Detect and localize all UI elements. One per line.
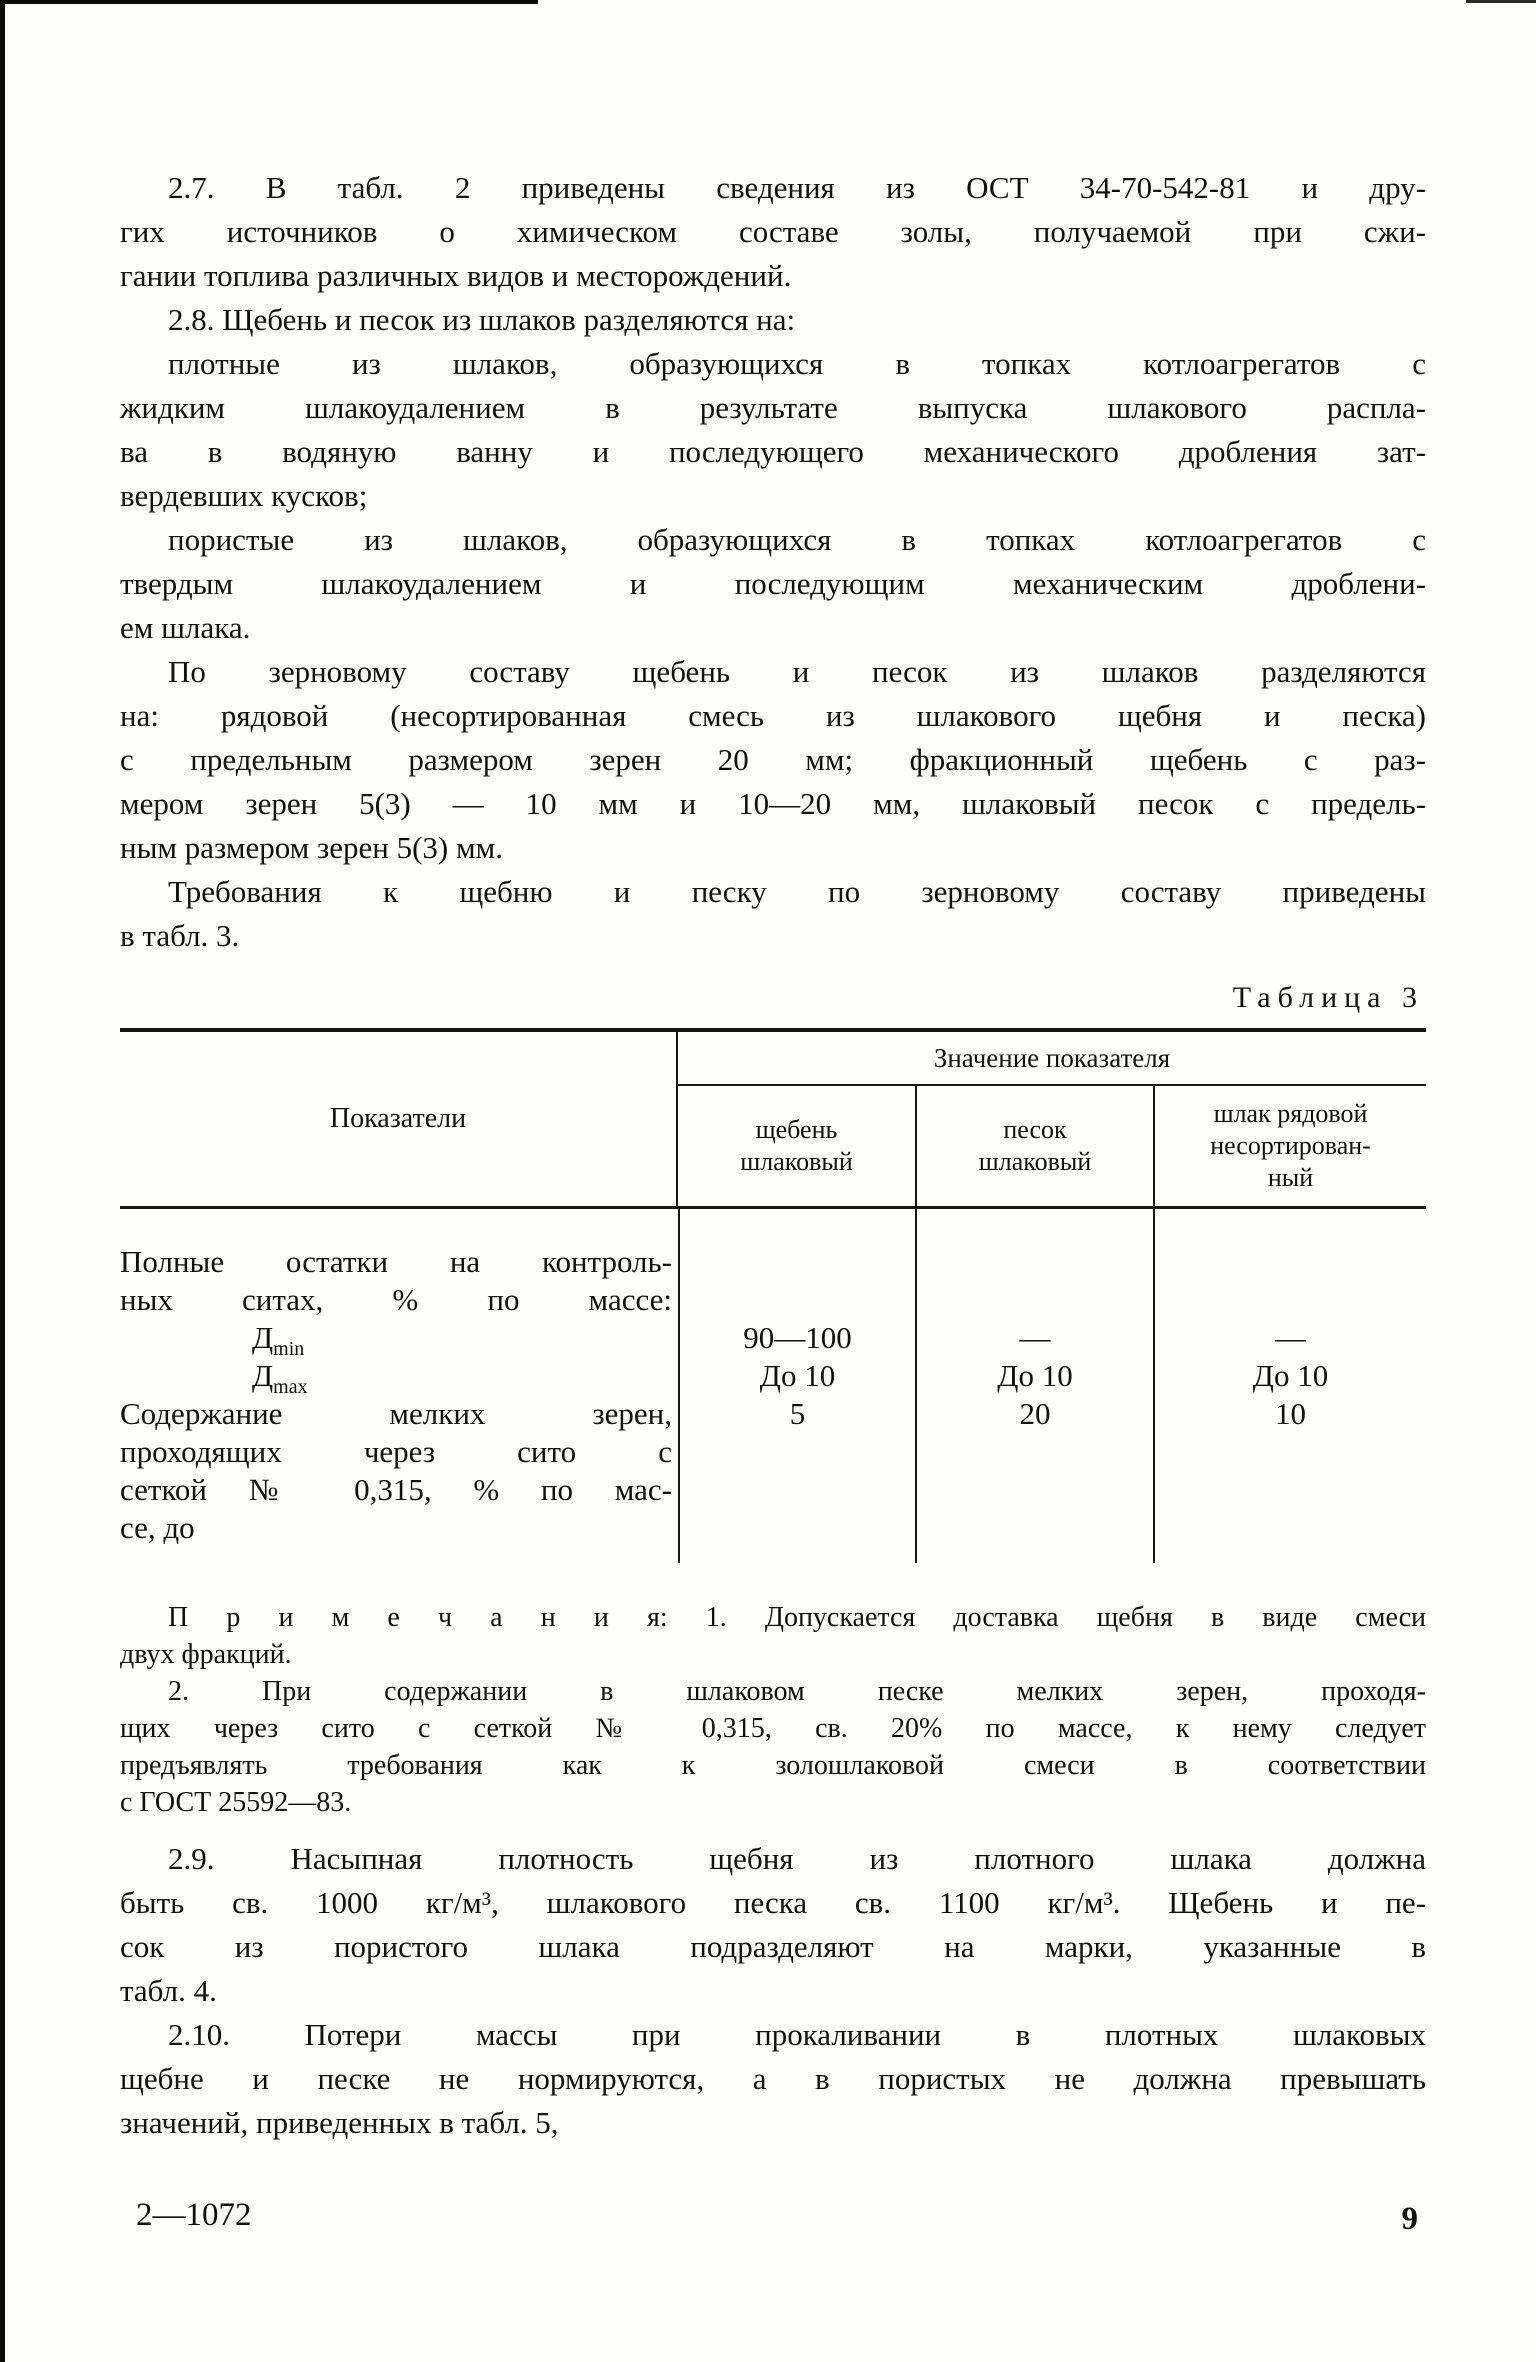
- text-line: пористые из шлаков, образующихся в топках котлоагрегатов с: [168, 522, 1426, 557]
- d-max-row: [120, 1357, 672, 1399]
- text-line: 2.8. Щебень и песок из шлаков разделяются на:: [168, 302, 796, 337]
- page-number: 9: [1401, 2201, 1418, 2237]
- text-line: табл. 4.: [120, 1973, 217, 2008]
- table-value: —: [1019, 1320, 1051, 1355]
- note-2: [120, 1673, 1426, 1821]
- text-line: значений, приведенных в табл. 5,: [120, 2105, 559, 2140]
- col-header-line: шлаковый: [978, 1147, 1092, 1176]
- text-line: предъявлять требования как к золошлаковой смеси в соответствии: [120, 1750, 1426, 1781]
- print-order-code: 2—1072: [136, 2197, 252, 2233]
- indicators-column-header: [120, 1032, 678, 1206]
- col-header-raw-slag: [1153, 1086, 1426, 1206]
- text-line: в табл. 3.: [120, 918, 240, 953]
- text-line: гих источников о химическом составе золы, получаемой при сжи-: [120, 214, 1426, 249]
- col-header-slag-sand: [915, 1086, 1153, 1206]
- value-subcolumn-headers: [678, 1086, 1426, 1206]
- text-line: быть св. 1000 кг/м³, шлакового песка св. 1100 кг/м³. Щебень и пе-: [120, 1885, 1426, 1920]
- text-line: твердым шлакоудалением и последующим механическим дроблени-: [120, 566, 1426, 601]
- text-line: 2. При содержании в шлаковом песке мелких зерен, проходя-: [168, 1676, 1426, 1707]
- text-line: ным размером зерен 5(3) мм.: [120, 830, 503, 865]
- scan-artifact-left-edge: [0, 0, 5, 2362]
- paragraph-2-7: [120, 166, 1426, 298]
- value-span-header: Значение показателя: [678, 1032, 1426, 1086]
- paragraph-dense-slag: [120, 342, 1426, 518]
- text-line: ем шлака.: [120, 610, 251, 645]
- notes-paragraphs: [120, 1599, 1426, 1821]
- d-max-symbol: Д: [252, 1358, 274, 1393]
- table-value: 90—100: [743, 1320, 852, 1355]
- table-label-line: Содержание мелких зерен,: [120, 1396, 672, 1431]
- d-min-subscript: min: [273, 1338, 305, 1361]
- d-min-row: [120, 1319, 672, 1361]
- table-header: [120, 1032, 1426, 1209]
- table-label-line: проходящих через сито с: [120, 1434, 672, 1469]
- table-value: До 10: [759, 1358, 836, 1393]
- d-max-subscript: max: [273, 1376, 308, 1399]
- closing-paragraphs: [120, 1837, 1426, 2145]
- paragraph-grain-composition: [120, 650, 1426, 870]
- values-raw-slag: [1153, 1209, 1426, 1563]
- value-columns-header: [678, 1032, 1426, 1206]
- col-header-line: шлак рядовой: [1213, 1099, 1368, 1128]
- table-value: —: [1275, 1320, 1306, 1355]
- text-line: 2.10. Потери массы при прокаливании в плотных шлаковых: [168, 2017, 1426, 2052]
- text-line: двух фракций.: [120, 1639, 292, 1670]
- text-line: на: рядовой (несортированная смесь из шлакового щебня и песка): [120, 698, 1426, 733]
- text-line: щебне и песке не нормируются, а в пористых не должна превышать: [120, 2061, 1426, 2096]
- intro-paragraphs: [120, 166, 1426, 958]
- col-header-line: ный: [1267, 1163, 1314, 1192]
- values-slag-sand: [915, 1209, 1153, 1563]
- indicators-column-header-label: Показатели: [329, 1103, 467, 1134]
- text-line: 2.9. Насыпная плотность щебня из плотного шлака должна: [168, 1841, 1426, 1876]
- text-line: жидким шлакоудалением в результате выпуска шлакового распла-: [120, 390, 1426, 425]
- text-line: Требования к щебню и песку по зерновому составу приведены: [168, 874, 1426, 909]
- paragraph-2-9: [120, 1837, 1426, 2013]
- text-line: с ГОСТ 25592—83.: [120, 1787, 352, 1818]
- indicators-label-cell: [120, 1209, 678, 1563]
- table-caption: Таблица 3: [1232, 981, 1424, 1014]
- col-header-line: шлаковый: [740, 1147, 853, 1176]
- text-line: сок из пористого шлака подразделяют на марки, указанные в: [120, 1929, 1426, 1964]
- table-3: [120, 1028, 1426, 1563]
- text-line: гании топлива различных видов и месторождений.: [120, 258, 792, 293]
- d-min-symbol: Д: [252, 1320, 274, 1355]
- paragraph-2-10: [120, 2013, 1426, 2145]
- table-label-line: ных ситах, % по массе:: [120, 1282, 672, 1317]
- table-value: 20: [1019, 1396, 1051, 1431]
- text-line: ва в водяную ванну и последующего механического дробления зат-: [120, 434, 1426, 469]
- text-line: с предельным размером зерен 20 мм; фракционный щебень с раз-: [120, 742, 1426, 777]
- document-content: [120, 0, 1426, 2145]
- table-value: 5: [789, 1396, 806, 1431]
- text-line: По зерновому составу щебень и песок из шлаков разделяются: [168, 654, 1426, 689]
- text-line: мером зерен 5(3) — 10 мм и 10—20 мм, шлаковый песок с предель-: [120, 786, 1426, 821]
- table-value: 10: [1275, 1396, 1306, 1431]
- text-line: вердевших кусков;: [120, 478, 368, 513]
- text-line: щих через сито с сеткой № 0,315, св. 20% по массе, к нему следует: [120, 1713, 1426, 1744]
- note-1: [120, 1599, 1426, 1673]
- text-line: 2.7. В табл. 2 приведены сведения из ОСТ 34-70-542-81 и дру-: [168, 170, 1426, 205]
- table-body: [120, 1209, 1426, 1563]
- paragraph-porous-slag: [120, 518, 1426, 650]
- table-value: До 10: [997, 1358, 1073, 1393]
- col-header-crushed-slag: [678, 1086, 915, 1206]
- table-label-line: Полные остатки на контроль-: [120, 1244, 672, 1279]
- col-header-line: песок: [1003, 1115, 1067, 1144]
- text-line: плотные из шлаков, образующихся в топках котлоагрегатов с: [168, 346, 1426, 381]
- scan-artifact-top-right-edge: [1466, 0, 1536, 3]
- table-value: До 10: [1252, 1358, 1329, 1393]
- table-label-line: сеткой № 0,315, % по мас-: [120, 1472, 672, 1507]
- paragraph-requirements: [120, 870, 1426, 958]
- col-header-line: несортирован-: [1210, 1131, 1371, 1160]
- col-header-line: щебень: [755, 1115, 838, 1144]
- paragraph-2-8: [120, 298, 1426, 342]
- text-line: П р и м е ч а н и я: 1. Допускается доставка щебня в виде смеси: [168, 1602, 1426, 1633]
- table-label-line: се, до: [120, 1510, 195, 1545]
- values-crushed-slag: [678, 1209, 915, 1563]
